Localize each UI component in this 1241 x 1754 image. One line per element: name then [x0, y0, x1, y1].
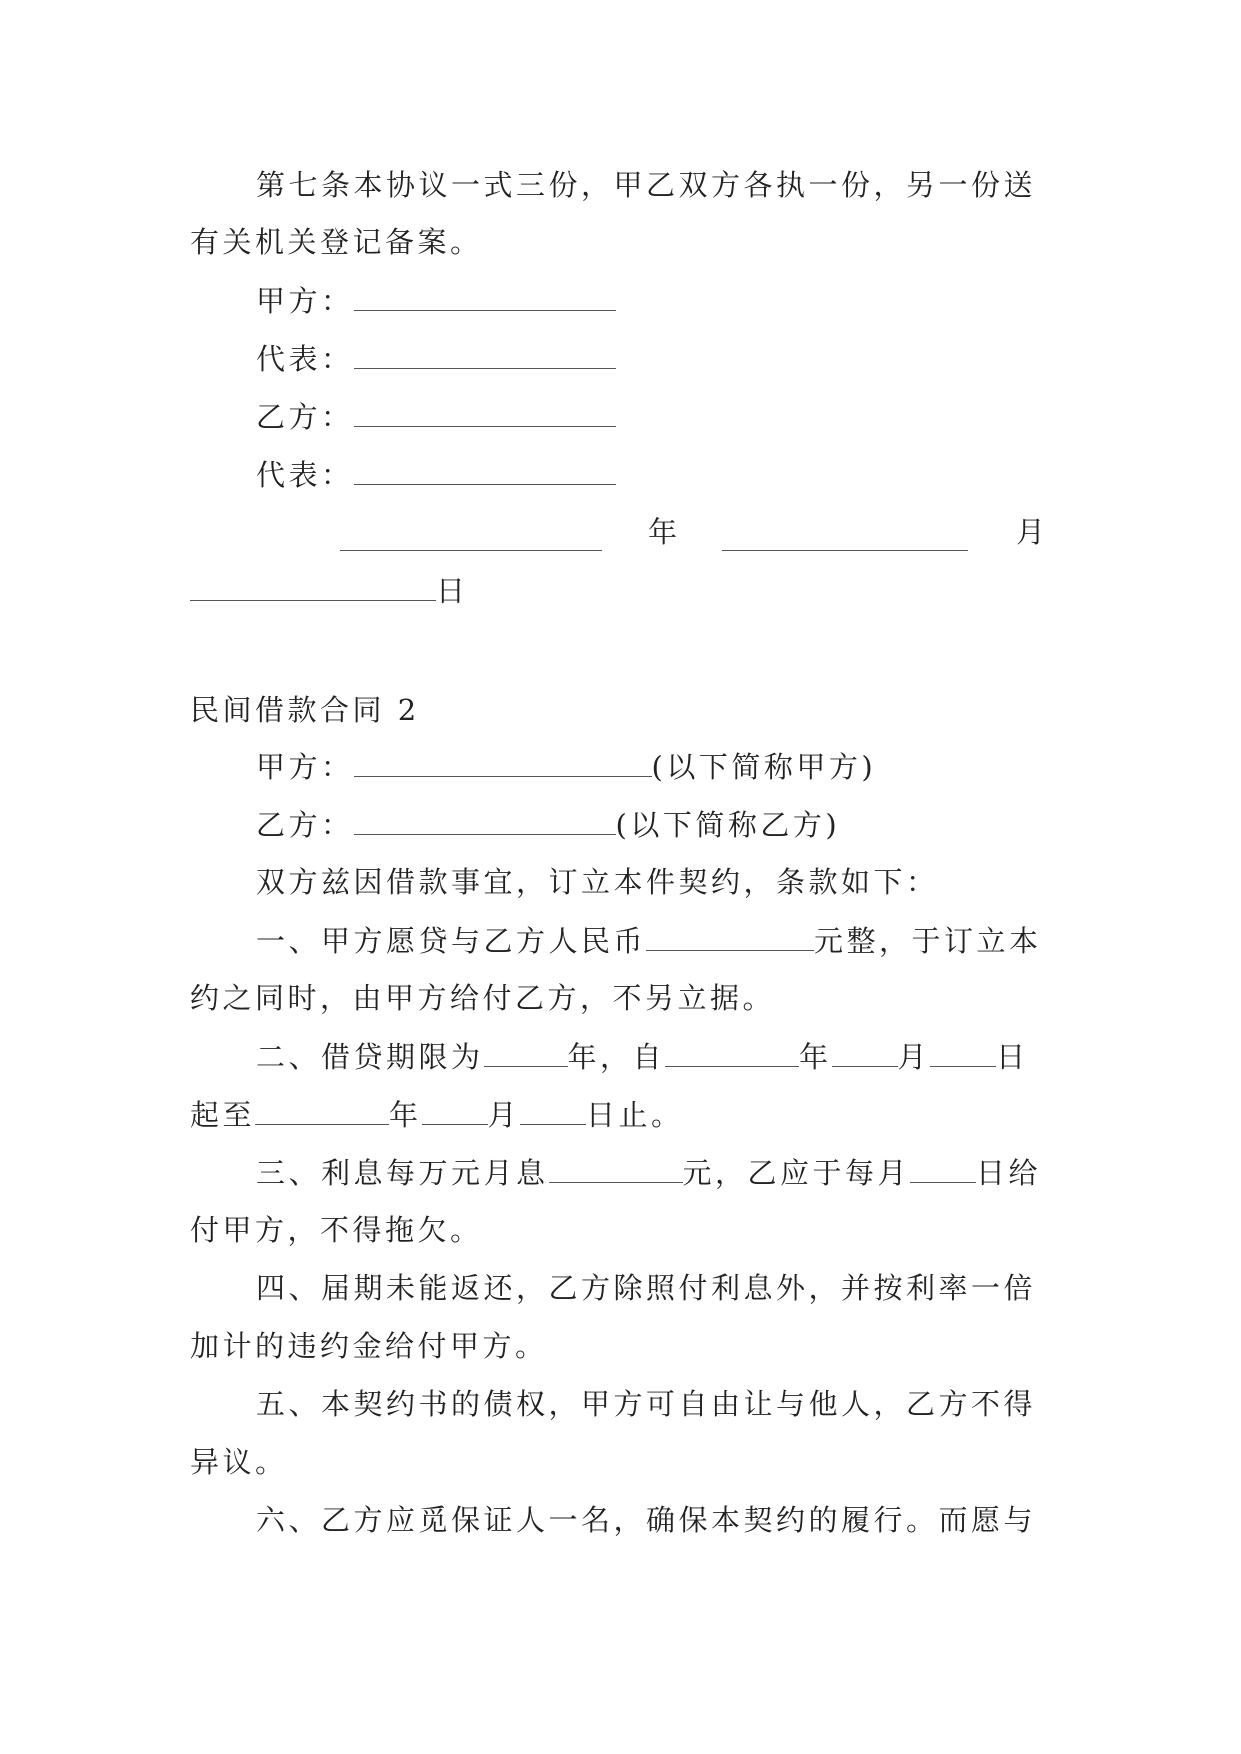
signature-party-a-label: 甲方：: [256, 284, 354, 318]
clause-2-line-1: [256, 1036, 1029, 1077]
date-day-blank[interactable]: [190, 570, 436, 601]
clause-2-text-a: 二、借贷期限为: [256, 1040, 484, 1074]
clause-1-line-1: [256, 920, 1042, 961]
article-7-line-2: 有关机关登记备案。: [190, 225, 483, 259]
article-7-line-1: 第七条本协议一式三份，甲乙双方各执一份，另一份送: [256, 168, 1037, 202]
clause-6-line-1: 六、乙方应觅保证人一名，确保本契约的履行。而愿与: [256, 1503, 1037, 1537]
clause-4-line-1: 四、届期未能返还，乙方除照付利息外，并按利率一倍: [256, 1271, 1037, 1305]
signature-party-a: [256, 280, 616, 321]
signature-rep-2-blank[interactable]: [354, 454, 616, 485]
signature-rep-2-label: 代表：: [256, 458, 354, 492]
party-a-label: 甲方：: [256, 750, 354, 784]
clause-4-line-2: 加计的违约金给付甲方。: [190, 1329, 548, 1363]
party-a-suffix: (以下简称甲方): [651, 750, 877, 784]
clause-1-line-2: 约之同时，由甲方给付乙方，不另立据。: [190, 981, 776, 1015]
clause-1-amount-blank[interactable]: [646, 920, 814, 951]
clause-1-text-b: 元整，于订立本: [814, 924, 1042, 958]
date-year-blank[interactable]: [340, 520, 602, 551]
clause-3-day-blank[interactable]: [910, 1152, 976, 1183]
date-year-label: 年: [648, 515, 678, 549]
signature-party-b-blank[interactable]: [354, 396, 616, 427]
party-a-blank[interactable]: [354, 746, 652, 777]
party-a-row: [256, 746, 876, 787]
date-month-label: 月: [1016, 515, 1046, 549]
contract-2-title: 民间借款合同 2: [190, 693, 420, 727]
party-b-label: 乙方：: [256, 808, 354, 842]
clause-2-start-day-blank[interactable]: [930, 1036, 996, 1067]
clause-3-line-2: 付甲方，不得拖欠。: [190, 1213, 483, 1247]
clause-5-line-1: 五、本契约书的债权，甲方可自由让与他人，乙方不得: [256, 1387, 1037, 1421]
clause-3-interest-blank[interactable]: [549, 1152, 683, 1183]
signature-rep-1-label: 代表：: [256, 342, 354, 376]
clause-2-end-day-blank[interactable]: [520, 1094, 586, 1125]
party-b-blank[interactable]: [354, 804, 616, 835]
clause-2-text-i: 日止。: [586, 1098, 684, 1132]
signature-party-a-blank[interactable]: [354, 280, 616, 311]
signature-rep-2: [256, 454, 616, 495]
clause-2-end-year-blank[interactable]: [255, 1094, 389, 1125]
intro-line: 双方兹因借款事宜，订立本件契约，条款如下：: [256, 865, 939, 899]
clause-2-text-g: 年: [389, 1098, 422, 1132]
date-day-label: 日: [436, 574, 469, 608]
clause-2-end-month-blank[interactable]: [422, 1094, 488, 1125]
signature-party-b: [256, 396, 616, 437]
party-b-row: [256, 804, 840, 845]
clause-2-line-2: [190, 1094, 684, 1135]
clause-2-text-e: 日: [996, 1040, 1029, 1074]
clause-2-text-f: 起至: [190, 1098, 256, 1132]
signature-rep-1: [256, 338, 616, 379]
clause-5-line-2: 异议。: [190, 1445, 288, 1479]
party-b-suffix: (以下简称乙方): [615, 808, 841, 842]
clause-3-text-a: 三、利息每万元月息: [256, 1156, 549, 1190]
clause-2-text-d: 月: [897, 1040, 931, 1074]
date-day-row: [190, 570, 469, 611]
clause-2-text-h: 月: [487, 1098, 521, 1132]
clause-2-start-year-blank[interactable]: [665, 1036, 799, 1067]
signature-rep-1-blank[interactable]: [354, 338, 616, 369]
signature-party-b-label: 乙方：: [256, 400, 354, 434]
clause-2-years-blank[interactable]: [484, 1036, 568, 1067]
clause-3-line-1: [256, 1152, 1041, 1193]
clause-2-text-c: 年: [799, 1040, 832, 1074]
date-month-blank[interactable]: [722, 520, 968, 551]
clause-2-text-b: 年，自: [567, 1040, 666, 1074]
clause-1-text-a: 一、甲方愿贷与乙方人民币: [256, 924, 647, 958]
clause-2-start-month-blank[interactable]: [832, 1036, 898, 1067]
clause-3-text-c: 日给: [976, 1156, 1042, 1190]
clause-3-text-b: 元，乙应于每月: [682, 1156, 911, 1190]
